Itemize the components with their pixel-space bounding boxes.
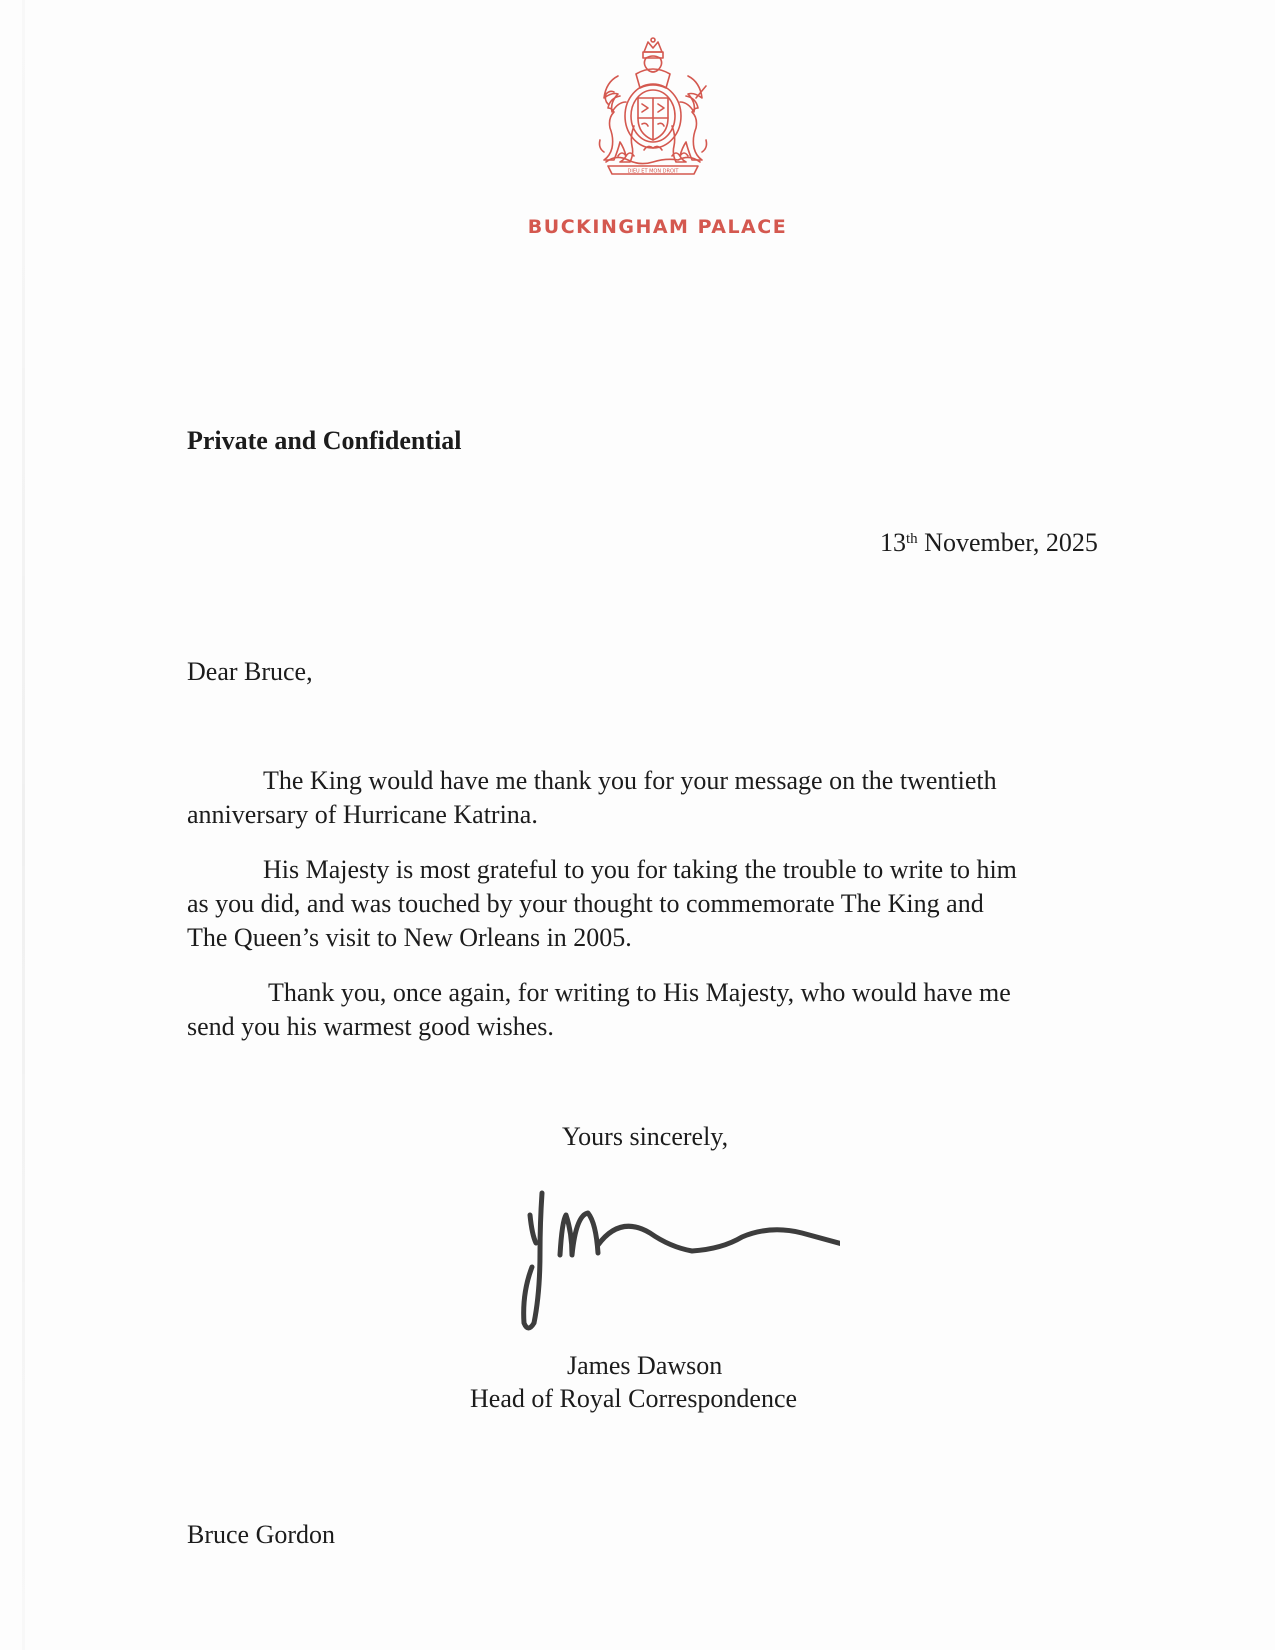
royal-coat-of-arms-icon xyxy=(578,34,728,184)
date-rest: November, 2025 xyxy=(917,528,1098,557)
body-paragraph-2 xyxy=(187,853,1017,955)
closing: Yours sincerely, xyxy=(562,1122,729,1151)
paragraph-line: The King would have me thank you for your message on the twentieth xyxy=(263,766,997,795)
body-paragraph-1 xyxy=(187,764,997,832)
signer-title: Head of Royal Correspondence xyxy=(470,1384,798,1413)
salutation: Dear Bruce, xyxy=(187,657,313,686)
paragraph-line: The Queen’s visit to New Orleans in 2005. xyxy=(187,923,632,952)
paragraph-line: as you did, and was touched by your thought to commemorate The King and xyxy=(187,889,984,918)
recipient-name: Bruce Gordon xyxy=(187,1520,336,1549)
letterhead-address: BUCKINGHAM PALACE xyxy=(527,216,788,238)
paragraph-line: His Majesty is most grateful to you for taking the trouble to write to him xyxy=(263,855,1017,884)
paragraph-line: anniversary of Hurricane Katrina. xyxy=(187,800,538,829)
confidential-marking: Private and Confidential xyxy=(187,426,462,455)
letter-date xyxy=(880,526,1098,560)
svg-text:DIEU ET MON DROIT: DIEU ET MON DROIT xyxy=(627,168,679,175)
paragraph-line: Thank you, once again, for writing to His Majesty, who would have me xyxy=(268,978,1011,1007)
body-paragraph-3 xyxy=(187,976,1011,1044)
paragraph-line: send you his warmest good wishes. xyxy=(187,1012,554,1041)
scan-edge-shadow xyxy=(22,0,25,1650)
date-suffix: th xyxy=(906,531,918,547)
signer-name: James Dawson xyxy=(567,1351,723,1380)
handwritten-signature xyxy=(500,1175,840,1335)
date-day: 13 xyxy=(880,528,906,557)
